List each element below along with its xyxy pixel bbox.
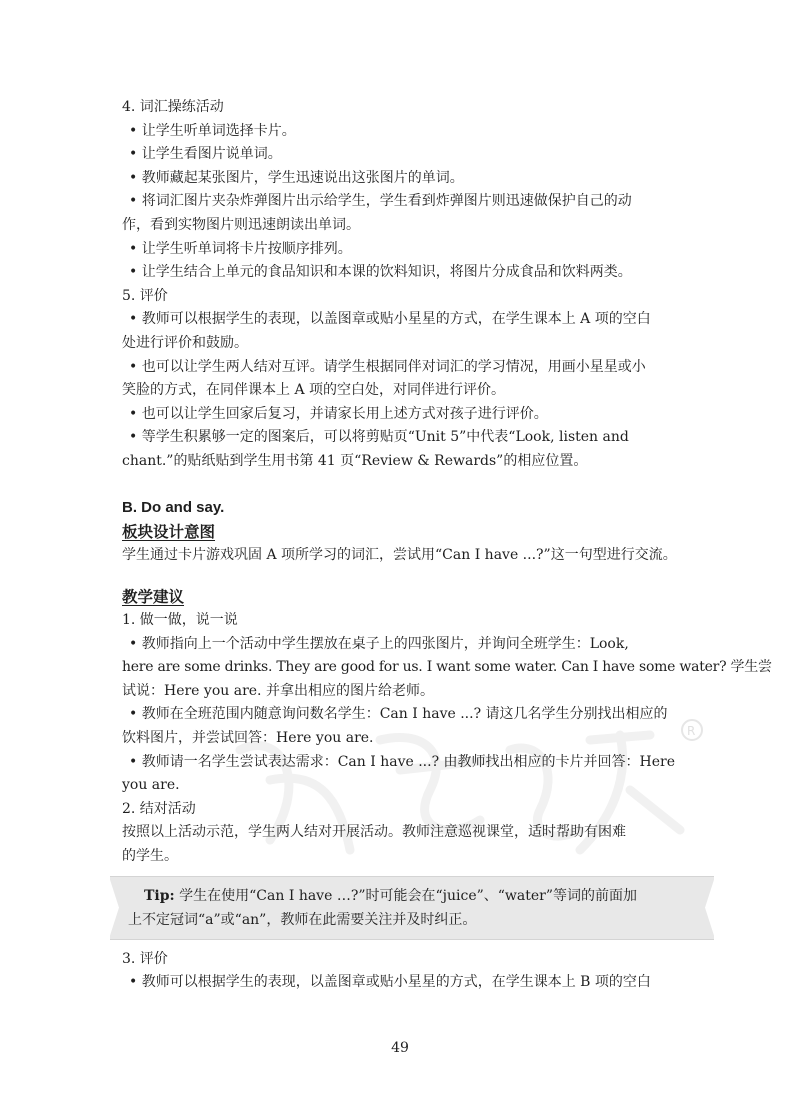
paragraph-line: • 也可以让学生回家后复习，并请家长用上述方式对孩子进行评价。 <box>129 405 548 422</box>
tip-text: 学生在使用“Can I have …?”时可能会在“juice”、“water”等词的前面加 <box>174 887 638 904</box>
section5-heading: 5. 评价 <box>122 287 168 304</box>
tip-box <box>110 876 714 940</box>
step1-heading: 1. 做一做，说一说 <box>122 612 238 629</box>
step3-heading: 3. 评价 <box>122 950 168 967</box>
teaching-advice-title: 教学建议 <box>122 588 185 607</box>
list-item-continuation: 作，看到实物图片则迅速朗读出单词。 <box>122 216 360 233</box>
design-intent-text: 学生通过卡片游戏巩固 A 项所学习的词汇，尝试用“Can I have ...?”这一句型进行交流。 <box>122 546 677 563</box>
paragraph-line: you are. <box>122 777 180 794</box>
section4-heading: 4. 词汇操练活动 <box>122 99 224 115</box>
paragraph-line: 笑脸的方式，在同伴课本上 A 项的空白处，对同伴进行评价。 <box>122 382 506 399</box>
section-b-title: B. Do and say. <box>122 498 225 516</box>
paragraph-line: 按照以上活动示范，学生两人结对开展活动。教师注意巡视课堂，适时帮助有困难 <box>122 824 626 841</box>
paragraph-line: • 也可以让学生两人结对互评。请学生根据同伴对词汇的学习情况，用画小星星或小 <box>129 358 646 375</box>
paragraph-line: • 教师指向上一个活动中学生摆放在桌子上的四张图片，并询问全班学生：Look, <box>129 635 629 652</box>
tip-label: Tip: <box>144 887 175 904</box>
paragraph-line: • 等学生积累够一定的图案后，可以将剪贴页“Unit 5”中代表“Look, listen and <box>129 429 629 446</box>
tip-text: 上不定冠词“a”或“an”，教师在此需要关注并及时纠正。 <box>128 911 477 928</box>
page-number: 49 <box>391 1040 409 1056</box>
page-content <box>122 96 772 995</box>
paragraph-line: 试说：Here you are. 并拿出相应的图片给老师。 <box>122 682 434 699</box>
paragraph-line: 的学生。 <box>122 848 178 865</box>
svg-text:R: R <box>687 724 696 738</box>
list-item: • 让学生结合上单元的食品知识和本课的饮料知识，将图片分成食品和饮料两类。 <box>129 264 632 281</box>
list-item: • 让学生听单词将卡片按顺序排列。 <box>129 240 352 257</box>
step2-heading: 2. 结对活动 <box>122 800 196 817</box>
paragraph-line: chant.”的贴纸贴到学生用书第 41 页“Review & Rewards”的相应位置。 <box>122 452 588 469</box>
paragraph-line: here are some drinks. They are good for us. I want some water. Can I have some water? 学生尝 <box>122 659 772 676</box>
paragraph-line: 处进行评价和鼓励。 <box>122 334 248 351</box>
list-item: • 教师藏起某张图片，学生迅速说出这张图片的单词。 <box>129 169 464 186</box>
paragraph-line: • 教师可以根据学生的表现，以盖图章或贴小星星的方式，在学生课本上 A 项的空白 <box>129 311 651 328</box>
design-intent-title: 板块设计意图 <box>122 522 216 541</box>
list-item: • 将词汇图片夹杂炸弹图片出示给学生，学生看到炸弹图片则迅速做保护自己的动 <box>129 193 632 210</box>
paragraph-line: 饮料图片，并尝试回答：Here you are. <box>122 730 374 747</box>
paragraph-line: • 教师请一名学生尝试表达需求：Can I have ...? 由教师找出相应的卡片并回答：Here <box>129 753 675 770</box>
paragraph-line: • 教师在全班范围内随意询问数名学生：Can I have ...? 请这几名学生分别找出相应的 <box>129 706 668 723</box>
paragraph-line: • 教师可以根据学生的表现，以盖图章或贴小星星的方式，在学生课本上 B 项的空白 <box>129 974 651 991</box>
list-item: • 让学生看图片说单词。 <box>129 146 282 163</box>
list-item: • 让学生听单词选择卡片。 <box>129 122 296 139</box>
